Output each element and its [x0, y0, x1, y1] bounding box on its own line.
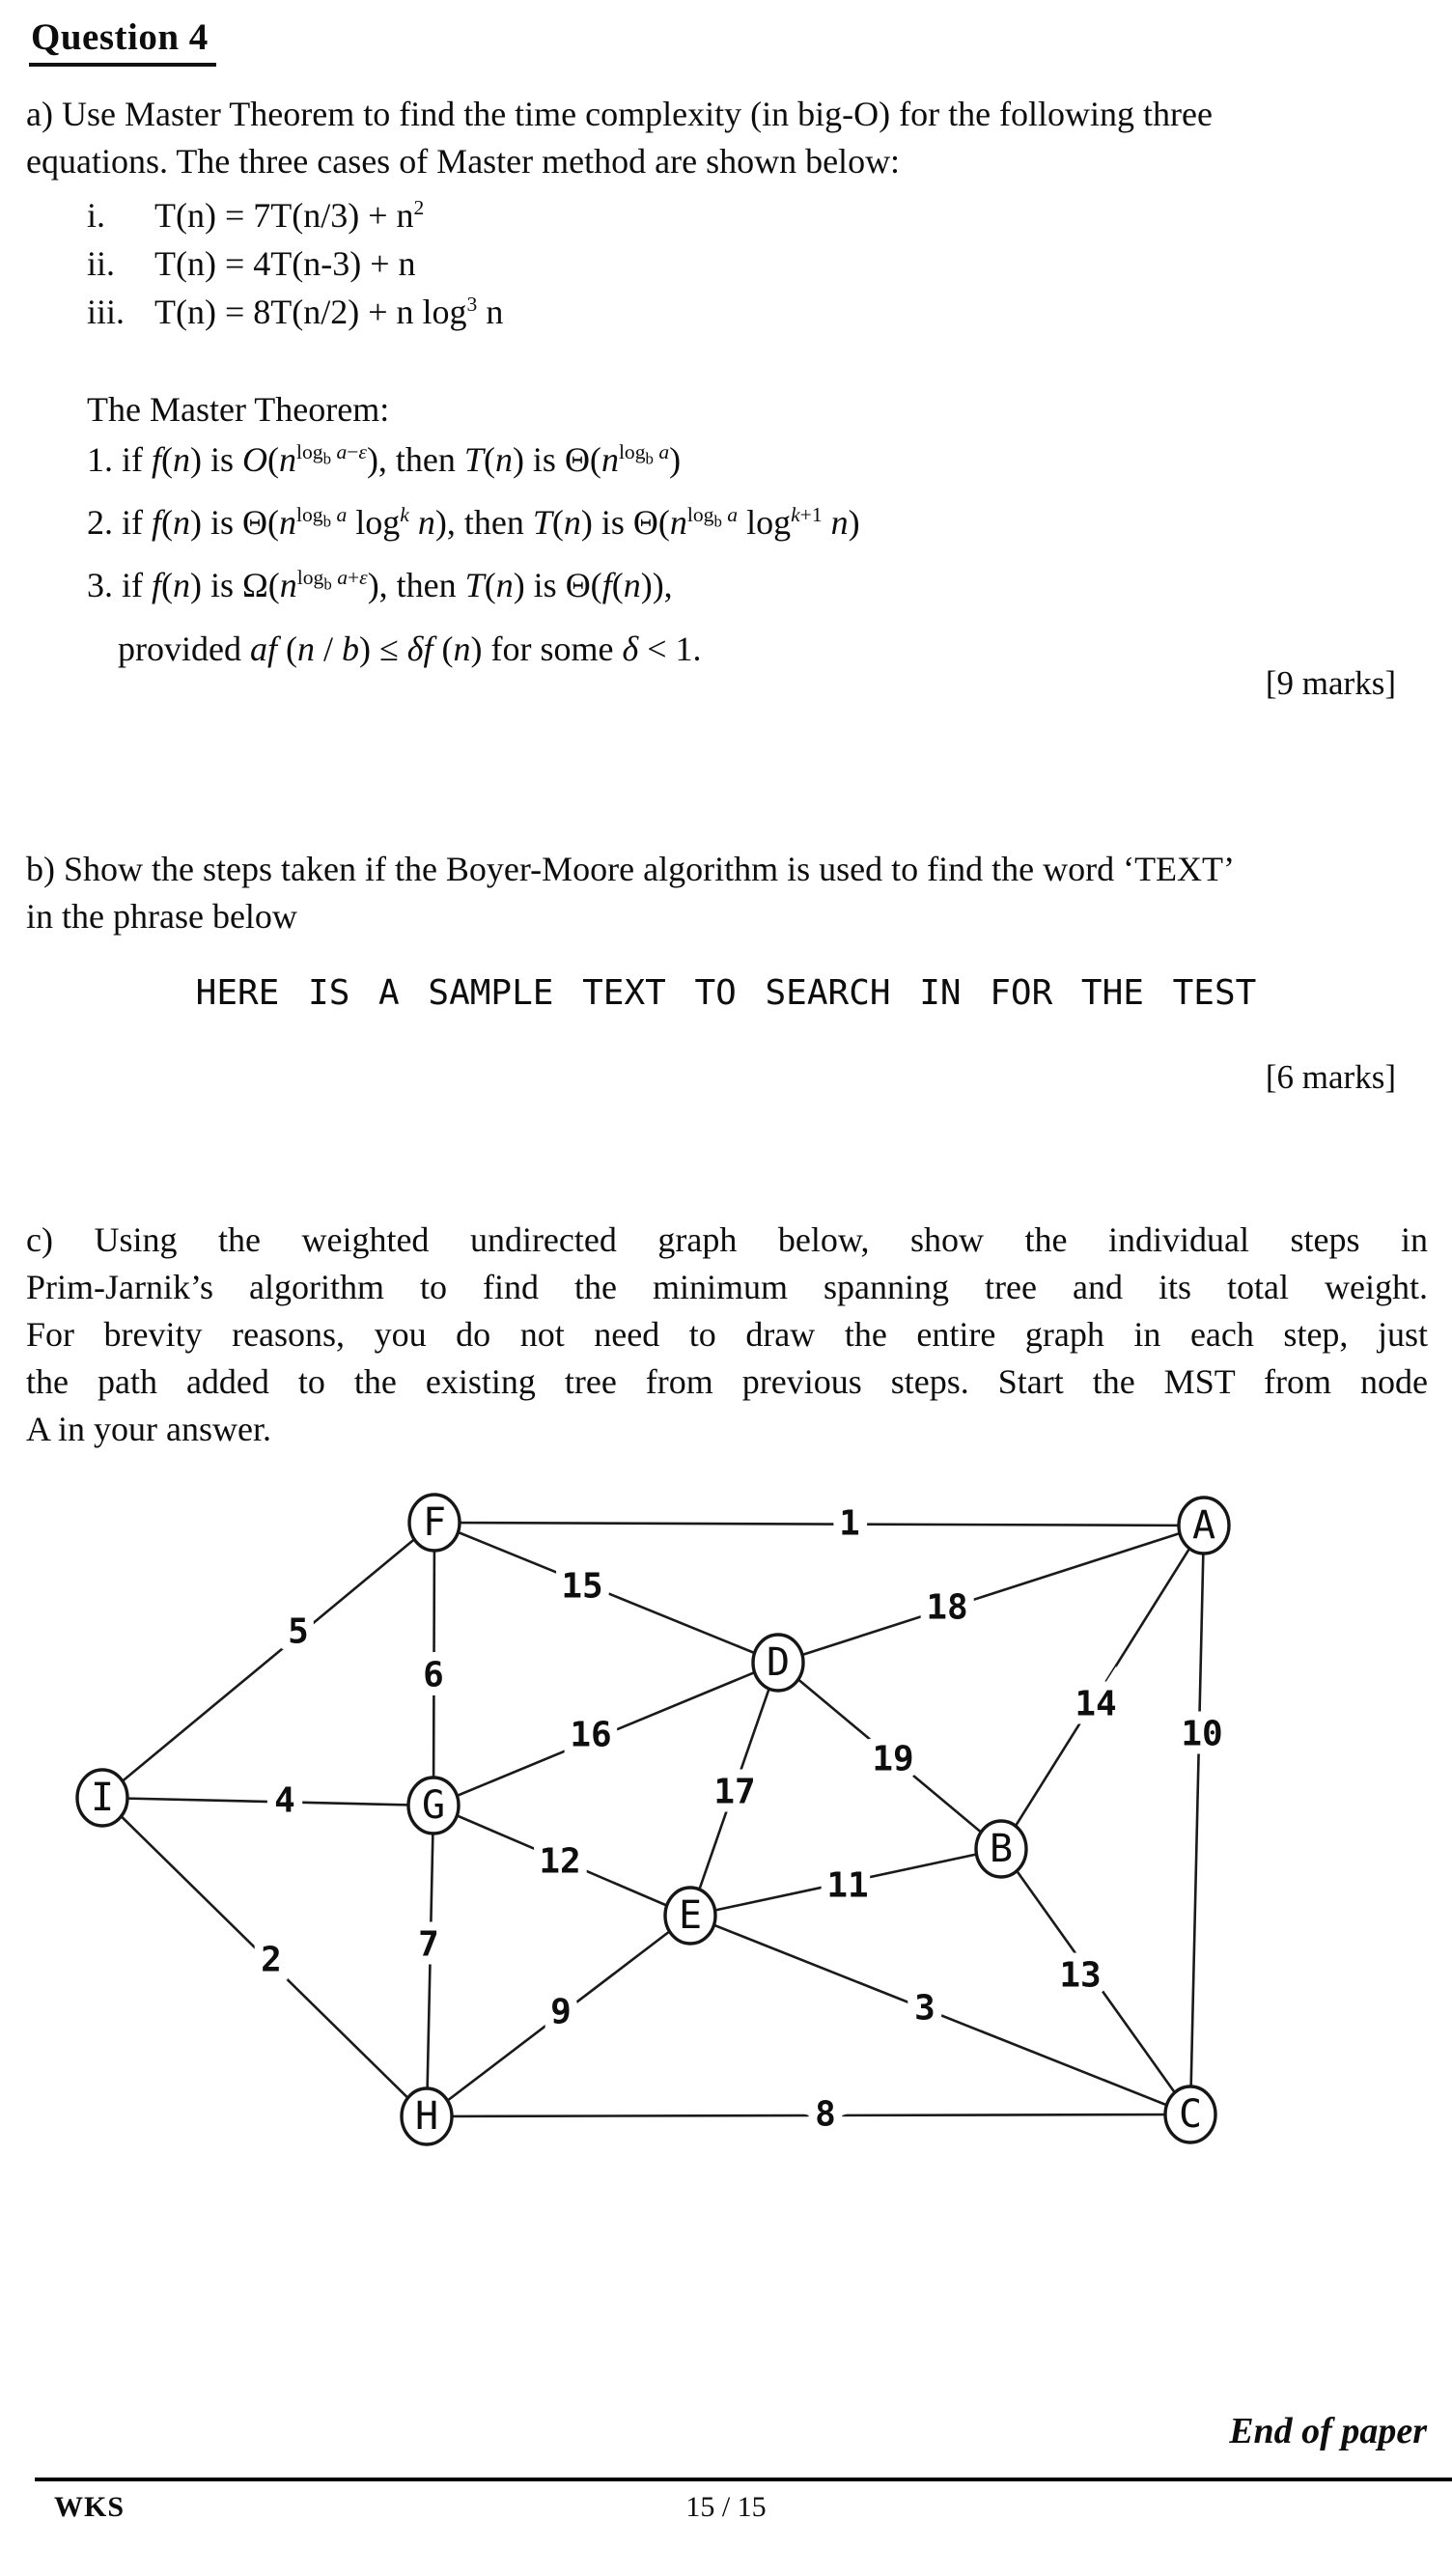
part-a-intro [26, 91, 1436, 185]
theorem-title: The Master Theorem: [87, 390, 390, 429]
footer-rule [35, 2478, 1452, 2481]
equation-numeral: i. [87, 196, 106, 235]
graph-node-label-B: B [989, 1827, 1014, 1871]
equation-list [87, 191, 503, 336]
equation-item [87, 288, 503, 336]
edge-weight-8: 8 [815, 2094, 836, 2135]
edge-weight-5: 5 [288, 1611, 309, 1652]
equation-text: T(n) = 4T(n-3) + n [154, 244, 416, 283]
graph-edge-E-C [690, 1916, 1190, 2114]
text-line: Prim-Jarnik’s algorithm to find the minimum spanning tree and its total weight. [26, 1268, 1428, 1306]
edge-weight-2: 2 [261, 1940, 282, 1980]
edge-weight-9: 9 [550, 1992, 572, 2032]
end-of-paper-label: End of paper [1229, 2411, 1427, 2451]
edge-weight-17: 17 [713, 1772, 756, 1812]
graph-edge-F-A [434, 1523, 1204, 1526]
equation-numeral: iii. [87, 293, 126, 331]
graph-edge-D-A [778, 1526, 1204, 1663]
graph-node-label-I: I [90, 1776, 115, 1820]
part-c-text [26, 1217, 1428, 1453]
graph-node-label-E: E [678, 1893, 703, 1938]
theorem-cases [87, 429, 1419, 617]
edge-weight-15: 15 [561, 1566, 603, 1607]
text-line: the path added to the existing tree from previous steps. Start the MST from node [26, 1362, 1428, 1401]
graph-node-label-G: G [421, 1783, 446, 1828]
graph-node-label-A: A [1191, 1503, 1216, 1548]
graph-node-label-D: D [766, 1640, 791, 1685]
edge-weight-3: 3 [914, 1988, 935, 2029]
page-title: Question 4 [29, 15, 216, 67]
edge-weight-19: 19 [872, 1739, 914, 1779]
text-line: c) Using the weighted undirected graph below, show the individual steps in [26, 1220, 1428, 1259]
equation-numeral: ii. [87, 244, 116, 283]
edge-weight-16: 16 [570, 1715, 612, 1755]
graph-edge-A-C [1190, 1526, 1204, 2114]
theorem-case: 2. if f(n) is $\Theta(n^{log_b a}$ $\log^k n$), then T(n) is $\Theta(n^{log_b a}$ $\log^{k+1} n$) [87, 503, 860, 542]
edge-weight-1: 1 [839, 1503, 860, 1544]
text-line: a) Use Master Theorem to find the time complexity (in big-O) for the following three [26, 95, 1213, 133]
footer-author: WKS [54, 2491, 126, 2523]
equation-text: T(n) = 8T(n/2) + n $\log^3 n$ [154, 293, 504, 331]
graph-node-label-H: H [414, 2094, 439, 2139]
weighted-undirected-graph [0, 1448, 1452, 2279]
theorem-case: 3. if f(n) is $\Omega(n^{log_b a+\varepsilon})$, then T(n) is Θ(f(n)), [87, 566, 673, 604]
part-b-text [26, 846, 1436, 940]
edge-weight-18: 18 [926, 1587, 968, 1628]
graph-edge-F-D [434, 1523, 778, 1663]
sample-phrase: HERE IS A SAMPLE TEXT TO SEARCH IN FOR THE TEST [195, 973, 1257, 1013]
edge-weight-7: 7 [418, 1924, 439, 1965]
equation-item [87, 239, 503, 288]
text-line: For brevity reasons, you do not need to draw the entire graph in each step, just [26, 1315, 1428, 1354]
text-line: equations. The three cases of Master method are shown below: [26, 142, 901, 181]
edge-weight-13: 13 [1059, 1955, 1102, 1996]
text-line: in the phrase below [26, 897, 297, 936]
graph-edge-H-C [427, 2114, 1190, 2116]
marks-a: [9 marks] [1265, 664, 1396, 702]
equation-item [87, 191, 503, 239]
edge-weight-4: 4 [274, 1780, 295, 1821]
marks-b: [6 marks] [1265, 1058, 1396, 1096]
graph-edge-F-I [102, 1523, 434, 1798]
edge-weight-12: 12 [539, 1841, 581, 1882]
text-line: A in your answer. [26, 1410, 271, 1448]
graph-node-label-F: F [422, 1500, 447, 1545]
graph-node-label-C: C [1178, 2092, 1203, 2137]
text-line: b) Show the steps taken if the Boyer-Moore algorithm is used to find the word ‘TEXT’ [26, 850, 1236, 888]
edge-weight-10: 10 [1181, 1714, 1223, 1754]
theorem-case: 1. if f(n) is $O(n^{log_b a-\varepsilon})$, then T(n) is $\Theta(n^{log_b a})$ [87, 440, 682, 479]
edge-weight-14: 14 [1075, 1684, 1117, 1724]
graph-edge-I-G [102, 1798, 433, 1806]
equation-text: $T(n) = 7T(n/3) + n^2$ [154, 196, 425, 235]
edge-weight-6: 6 [423, 1655, 444, 1695]
footer-page-number: 15 / 15 [685, 2491, 767, 2523]
theorem-proviso: provided af (n / b) ≤ δf (n) for some δ < 1. [118, 630, 702, 668]
edge-weight-11: 11 [826, 1865, 869, 1906]
